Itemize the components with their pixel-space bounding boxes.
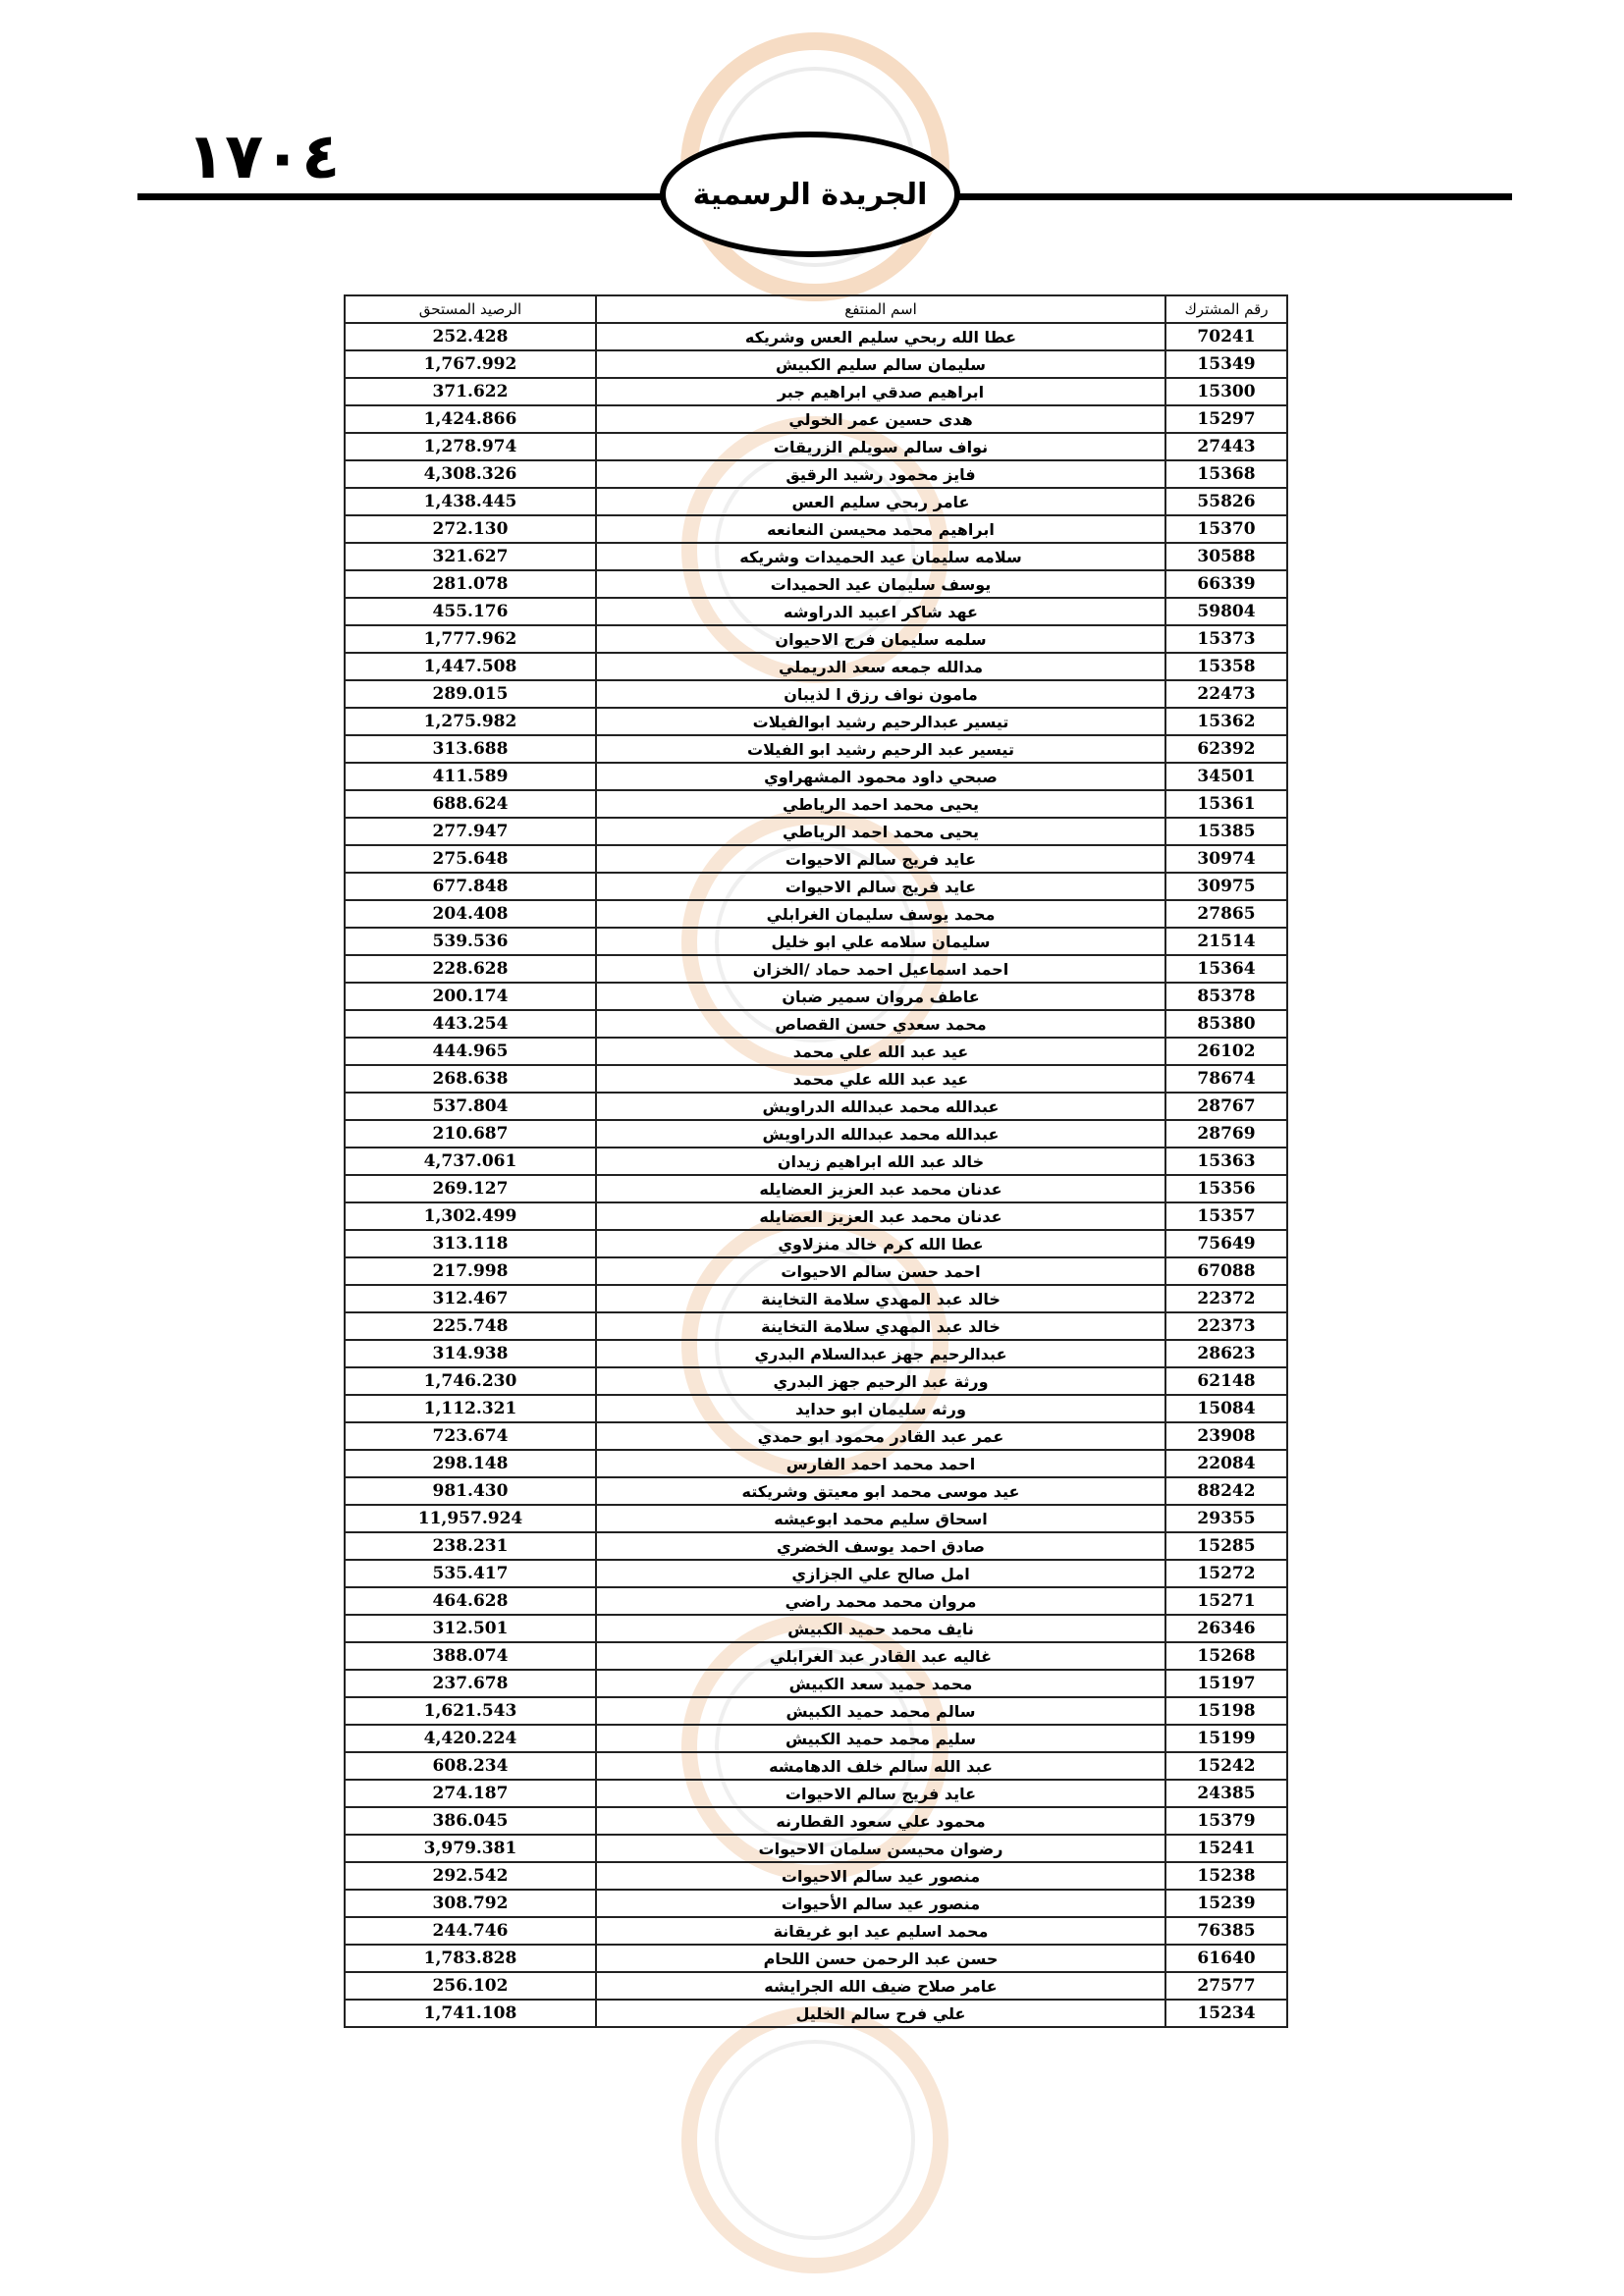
beneficiary-name-cell: فايز محمود رشيد الرقيق: [596, 460, 1165, 488]
table-row: [345, 1917, 1287, 1945]
balance-due-cell: 275.648: [345, 845, 596, 873]
balance-due-cell: 217.998: [345, 1257, 596, 1285]
beneficiary-name-cell: ابراهيم محمد محيسن النعانعه: [596, 515, 1165, 543]
subscriber-id-cell: 15271: [1165, 1587, 1287, 1615]
beneficiary-name-cell: خالد عبد المهدي سلامة التخاينة: [596, 1285, 1165, 1312]
beneficiary-name-cell: عيد عبد الله علي محمد: [596, 1065, 1165, 1093]
subscriber-id-cell: 62392: [1165, 735, 1287, 763]
beneficiary-name-cell: خالد عبد المهدي سلامة التخاينة: [596, 1312, 1165, 1340]
balance-due-cell: 292.542: [345, 1862, 596, 1890]
table-row: [345, 653, 1287, 680]
subscriber-id-cell: 15300: [1165, 378, 1287, 405]
beneficiary-name-cell: محمود علي سعود القطارنه: [596, 1807, 1165, 1835]
balance-due-cell: 312.501: [345, 1615, 596, 1642]
beneficiary-name-cell: عبدالله محمد عبدالله الدراويش: [596, 1093, 1165, 1120]
subscriber-id-cell: 15385: [1165, 818, 1287, 845]
beneficiary-name-cell: احمد اسماعيل احمد حماد /الخزان: [596, 955, 1165, 983]
subscriber-id-cell: 29355: [1165, 1505, 1287, 1532]
table-row: [345, 543, 1287, 570]
subscriber-id-cell: 28767: [1165, 1093, 1287, 1120]
balance-due-cell: 1,438.445: [345, 488, 596, 515]
beneficiary-name-cell: عمر عبد القادر محمود ابو حمدي: [596, 1422, 1165, 1450]
balance-due-cell: 455.176: [345, 598, 596, 625]
table-row: [345, 433, 1287, 460]
table-row: [345, 1835, 1287, 1862]
balance-due-cell: 1,777.962: [345, 625, 596, 653]
beneficiary-name-cell: محمد اسليم عيد ابو غريقانة: [596, 1917, 1165, 1945]
subscriber-id-cell: 22084: [1165, 1450, 1287, 1477]
balance-due-cell: 298.148: [345, 1450, 596, 1477]
subscriber-id-cell: 55826: [1165, 488, 1287, 515]
beneficiary-name-cell: يحيى محمد احمد الرياطي: [596, 818, 1165, 845]
beneficiary-name-cell: سليمان سالم سليم الكبيش: [596, 350, 1165, 378]
subscriber-id-cell: 15272: [1165, 1560, 1287, 1587]
subscriber-id-cell: 28623: [1165, 1340, 1287, 1367]
subscriber-id-cell: 15349: [1165, 350, 1287, 378]
table-body: [345, 323, 1287, 2027]
subscriber-id-cell: 15368: [1165, 460, 1287, 488]
balance-due-cell: 444.965: [345, 1038, 596, 1065]
table-row: [345, 405, 1287, 433]
subscriber-id-cell: 15363: [1165, 1148, 1287, 1175]
table-row: [345, 460, 1287, 488]
beneficiary-name-cell: سليم محمد حميد الكبيش: [596, 1725, 1165, 1752]
table-row: [345, 1257, 1287, 1285]
table-row: [345, 735, 1287, 763]
subscriber-id-cell: 15373: [1165, 625, 1287, 653]
balance-due-cell: 981.430: [345, 1477, 596, 1505]
balance-due-cell: 1,424.866: [345, 405, 596, 433]
beneficiary-name-cell: سلامه سليمان عيد الحميدات وشريكه: [596, 543, 1165, 570]
beneficiary-name-cell: نواف سالم سويلم الزريقات: [596, 433, 1165, 460]
table-row: [345, 1010, 1287, 1038]
balance-due-cell: 225.748: [345, 1312, 596, 1340]
balance-due-cell: 268.638: [345, 1065, 596, 1093]
table-row: [345, 983, 1287, 1010]
subscriber-id-cell: 15239: [1165, 1890, 1287, 1917]
beneficiary-name-cell: رضوان محيسن سلمان الاحيوات: [596, 1835, 1165, 1862]
subscriber-id-cell: 27577: [1165, 1972, 1287, 2000]
table-row: [345, 1230, 1287, 1257]
balance-due-cell: 443.254: [345, 1010, 596, 1038]
column-header-subscriber-id: رقم المشترك: [1165, 295, 1287, 323]
table-row: [345, 1560, 1287, 1587]
table-row: [345, 1697, 1287, 1725]
balance-due-cell: 1,741.108: [345, 2000, 596, 2027]
table-row: [345, 625, 1287, 653]
beneficiary-name-cell: عبد الله سالم خلف الدهامشه: [596, 1752, 1165, 1780]
subscriber-id-cell: 30588: [1165, 543, 1287, 570]
balance-due-cell: 723.674: [345, 1422, 596, 1450]
subscriber-id-cell: 15268: [1165, 1642, 1287, 1670]
beneficiary-name-cell: صبحي داود محمود المشهراوي: [596, 763, 1165, 790]
beneficiary-name-cell: سالم محمد حميد الكبيش: [596, 1697, 1165, 1725]
subscriber-id-cell: 22372: [1165, 1285, 1287, 1312]
subscriber-id-cell: 78674: [1165, 1065, 1287, 1093]
subscriber-id-cell: 70241: [1165, 323, 1287, 350]
balance-due-cell: 281.078: [345, 570, 596, 598]
subscriber-id-cell: 27865: [1165, 900, 1287, 928]
beneficiary-name-cell: عبدالله محمد عبدالله الدراويش: [596, 1120, 1165, 1148]
subscriber-id-cell: 75649: [1165, 1230, 1287, 1257]
beneficiary-name-cell: عامر صلاح ضيف الله الجرايشه: [596, 1972, 1165, 2000]
balance-due-cell: 677.848: [345, 873, 596, 900]
gazette-title-oval: [660, 132, 960, 257]
subscriber-id-cell: 15197: [1165, 1670, 1287, 1697]
balance-due-cell: 312.467: [345, 1285, 596, 1312]
subscriber-id-cell: 66339: [1165, 570, 1287, 598]
table-row: [345, 1120, 1287, 1148]
table-row: [345, 1972, 1287, 2000]
subscriber-id-cell: 27443: [1165, 433, 1287, 460]
balance-due-cell: 272.130: [345, 515, 596, 543]
table-row: [345, 873, 1287, 900]
table-row: [345, 2000, 1287, 2027]
balance-due-cell: 269.127: [345, 1175, 596, 1202]
table-row: [345, 790, 1287, 818]
table-row: [345, 323, 1287, 350]
table-row: [345, 1725, 1287, 1752]
beneficiary-name-cell: يحيى محمد احمد الرياطي: [596, 790, 1165, 818]
gazette-title: الجريدة الرسمية: [692, 177, 928, 212]
balance-due-cell: 313.688: [345, 735, 596, 763]
table-row: [345, 1175, 1287, 1202]
table-row: [345, 1752, 1287, 1780]
balance-due-cell: 1,278.974: [345, 433, 596, 460]
subscriber-id-cell: 15358: [1165, 653, 1287, 680]
table-row: [345, 1422, 1287, 1450]
balance-due-cell: 539.536: [345, 928, 596, 955]
table-row: [345, 955, 1287, 983]
subscriber-id-cell: 15362: [1165, 708, 1287, 735]
table-row: [345, 928, 1287, 955]
table-row: [345, 1477, 1287, 1505]
subscriber-id-cell: 26346: [1165, 1615, 1287, 1642]
table-row: [345, 818, 1287, 845]
beneficiary-name-cell: ورثه سليمان ابو حدايد: [596, 1395, 1165, 1422]
beneficiary-name-cell: تيسير عبد الرحيم رشيد ابو الفيلات: [596, 735, 1165, 763]
beneficiary-name-cell: محمد يوسف سليمان الغرابلي: [596, 900, 1165, 928]
table-row: [345, 1312, 1287, 1340]
table-row: [345, 515, 1287, 543]
subscriber-id-cell: 21514: [1165, 928, 1287, 955]
table-row: [345, 1505, 1287, 1532]
subscriber-id-cell: 15198: [1165, 1697, 1287, 1725]
balance-due-cell: 608.234: [345, 1752, 596, 1780]
beneficiary-name-cell: مروان محمد محمد راضي: [596, 1587, 1165, 1615]
table-row: [345, 1862, 1287, 1890]
beneficiary-name-cell: يوسف سليمان عيد الحميدات: [596, 570, 1165, 598]
subscriber-id-cell: 61640: [1165, 1945, 1287, 1972]
subscriber-id-cell: 15361: [1165, 790, 1287, 818]
table-row: [345, 1093, 1287, 1120]
beneficiary-name-cell: تيسير عبدالرحيم رشيد ابوالفيلات: [596, 708, 1165, 735]
beneficiary-name-cell: سليمان سلامه علي ابو خليل: [596, 928, 1165, 955]
beneficiary-name-cell: عايد فريج سالم الاحيوات: [596, 845, 1165, 873]
beneficiary-name-cell: عطا الله كرم خالد منزلاوي: [596, 1230, 1165, 1257]
table-row: [345, 1587, 1287, 1615]
beneficiary-name-cell: منصور عيد سالم الاحيوات: [596, 1862, 1165, 1890]
table-row: [345, 708, 1287, 735]
subscriber-id-cell: 15234: [1165, 2000, 1287, 2027]
balance-due-cell: 321.627: [345, 543, 596, 570]
balance-due-cell: 1,302.499: [345, 1202, 596, 1230]
balance-due-cell: 4,737.061: [345, 1148, 596, 1175]
subscriber-id-cell: 26102: [1165, 1038, 1287, 1065]
balance-due-cell: 210.687: [345, 1120, 596, 1148]
beneficiary-name-cell: محمد سعدي حسن القصاص: [596, 1010, 1165, 1038]
beneficiaries-table: [344, 294, 1288, 2028]
table-row: [345, 1780, 1287, 1807]
table-row: [345, 1450, 1287, 1477]
balance-due-cell: 314.938: [345, 1340, 596, 1367]
table-row: [345, 1038, 1287, 1065]
beneficiary-name-cell: منصور عيد سالم الأحيوات: [596, 1890, 1165, 1917]
beneficiary-name-cell: احمد محمد احمد الفارس: [596, 1450, 1165, 1477]
balance-due-cell: 11,957.924: [345, 1505, 596, 1532]
beneficiary-name-cell: ورثة عبد الرحيم جهز البدري: [596, 1367, 1165, 1395]
balance-due-cell: 535.417: [345, 1560, 596, 1587]
beneficiary-name-cell: احمد حسن سالم الاحيوات: [596, 1257, 1165, 1285]
balance-due-cell: 1,783.828: [345, 1945, 596, 1972]
balance-due-cell: 386.045: [345, 1807, 596, 1835]
subscriber-id-cell: 30975: [1165, 873, 1287, 900]
table-row: [345, 680, 1287, 708]
beneficiary-name-cell: عامر ربحي سليم العس: [596, 488, 1165, 515]
table-row: [345, 1945, 1287, 1972]
table-row: [345, 900, 1287, 928]
balance-due-cell: 313.118: [345, 1230, 596, 1257]
subscriber-id-cell: 62148: [1165, 1367, 1287, 1395]
table-row: [345, 1615, 1287, 1642]
subscriber-id-cell: 85378: [1165, 983, 1287, 1010]
balance-due-cell: 237.678: [345, 1670, 596, 1697]
beneficiary-name-cell: عهد شاكر اعبيد الدراوشه: [596, 598, 1165, 625]
table-row: [345, 1065, 1287, 1093]
table-row: [345, 1807, 1287, 1835]
balance-due-cell: 1,447.508: [345, 653, 596, 680]
subscriber-id-cell: 15285: [1165, 1532, 1287, 1560]
beneficiary-name-cell: محمد حميد سعد الكبيش: [596, 1670, 1165, 1697]
beneficiary-name-cell: اسحاق سليم محمد ابوعيشه: [596, 1505, 1165, 1532]
beneficiary-name-cell: عدنان محمد عبد العزيز العضايله: [596, 1202, 1165, 1230]
balance-due-cell: 274.187: [345, 1780, 596, 1807]
subscriber-id-cell: 15379: [1165, 1807, 1287, 1835]
beneficiary-name-cell: نايف محمد حميد الكبيش: [596, 1615, 1165, 1642]
beneficiary-name-cell: سلمه سليمان فرج الاحيوان: [596, 625, 1165, 653]
subscriber-id-cell: 15364: [1165, 955, 1287, 983]
subscriber-id-cell: 67088: [1165, 1257, 1287, 1285]
beneficiary-name-cell: مدالله جمعه سعد الدريملي: [596, 653, 1165, 680]
subscriber-id-cell: 15357: [1165, 1202, 1287, 1230]
table-row: [345, 1285, 1287, 1312]
subscriber-id-cell: 76385: [1165, 1917, 1287, 1945]
subscriber-id-cell: 15084: [1165, 1395, 1287, 1422]
subscriber-id-cell: 22373: [1165, 1312, 1287, 1340]
beneficiary-name-cell: خالد عبد الله ابراهيم زيدان: [596, 1148, 1165, 1175]
subscriber-id-cell: 15199: [1165, 1725, 1287, 1752]
balance-due-cell: 388.074: [345, 1642, 596, 1670]
subscriber-id-cell: 23908: [1165, 1422, 1287, 1450]
column-header-beneficiary-name: اسم المنتفع: [596, 295, 1165, 323]
beneficiary-name-cell: عيد موسى محمد ابو معيتق وشريكته: [596, 1477, 1165, 1505]
balance-due-cell: 688.624: [345, 790, 596, 818]
subscriber-id-cell: 15242: [1165, 1752, 1287, 1780]
balance-due-cell: 308.792: [345, 1890, 596, 1917]
beneficiary-name-cell: عاطف مروان سمير ضبان: [596, 983, 1165, 1010]
balance-due-cell: 1,621.543: [345, 1697, 596, 1725]
table-row: [345, 845, 1287, 873]
beneficiary-name-cell: عبدالرحيم جهز عبدالسلام البدري: [596, 1340, 1165, 1367]
balance-due-cell: 244.746: [345, 1917, 596, 1945]
beneficiary-name-cell: علي فرح سالم الخليل: [596, 2000, 1165, 2027]
subscriber-id-cell: 59804: [1165, 598, 1287, 625]
subscriber-id-cell: 15356: [1165, 1175, 1287, 1202]
subscriber-id-cell: 15241: [1165, 1835, 1287, 1862]
balance-due-cell: 371.622: [345, 378, 596, 405]
balance-due-cell: 256.102: [345, 1972, 596, 2000]
table-row: [345, 1202, 1287, 1230]
table-row: [345, 378, 1287, 405]
balance-due-cell: 277.947: [345, 818, 596, 845]
beneficiary-name-cell: مامون نواف رزق ا لذيبان: [596, 680, 1165, 708]
beneficiary-name-cell: حسن عبد الرحمن حسن اللحام: [596, 1945, 1165, 1972]
table-row: [345, 1642, 1287, 1670]
table-row: [345, 763, 1287, 790]
table-row: [345, 570, 1287, 598]
balance-due-cell: 464.628: [345, 1587, 596, 1615]
balance-due-cell: 1,112.321: [345, 1395, 596, 1422]
subscriber-id-cell: 15297: [1165, 405, 1287, 433]
balance-due-cell: 3,979.381: [345, 1835, 596, 1862]
clock-watermark-footer: [677, 2002, 952, 2277]
table-row: [345, 1340, 1287, 1367]
subscriber-id-cell: 34501: [1165, 763, 1287, 790]
balance-due-cell: 1,767.992: [345, 350, 596, 378]
balance-due-cell: 238.231: [345, 1532, 596, 1560]
balance-due-cell: 252.428: [345, 323, 596, 350]
subscriber-id-cell: 15238: [1165, 1862, 1287, 1890]
balance-due-cell: 4,420.224: [345, 1725, 596, 1752]
beneficiary-name-cell: عايد فريج سالم الاحيوات: [596, 1780, 1165, 1807]
table-row: [345, 488, 1287, 515]
beneficiary-name-cell: هدى حسين عمر الخولي: [596, 405, 1165, 433]
table-row: [345, 598, 1287, 625]
column-header-balance-due: الرصيد المستحق: [345, 295, 596, 323]
table-row: [345, 1395, 1287, 1422]
balance-due-cell: 204.408: [345, 900, 596, 928]
subscriber-id-cell: 88242: [1165, 1477, 1287, 1505]
balance-due-cell: 1,275.982: [345, 708, 596, 735]
table-row: [345, 1148, 1287, 1175]
balance-due-cell: 1,746.230: [345, 1367, 596, 1395]
subscriber-id-cell: 15370: [1165, 515, 1287, 543]
table-row: [345, 350, 1287, 378]
balance-due-cell: 537.804: [345, 1093, 596, 1120]
subscriber-id-cell: 22473: [1165, 680, 1287, 708]
balance-due-cell: 200.174: [345, 983, 596, 1010]
table-header-row: [345, 295, 1287, 323]
table-row: [345, 1890, 1287, 1917]
subscriber-id-cell: 28769: [1165, 1120, 1287, 1148]
page-number: ١٧٠٤: [187, 121, 341, 193]
table-row: [345, 1532, 1287, 1560]
balance-due-cell: 4,308.326: [345, 460, 596, 488]
beneficiary-name-cell: عدنان محمد عبد العزيز العضايله: [596, 1175, 1165, 1202]
beneficiary-name-cell: غاليه عبد القادر عبد الغرابلي: [596, 1642, 1165, 1670]
beneficiary-name-cell: امل صالح علي الجزازي: [596, 1560, 1165, 1587]
table-row: [345, 1670, 1287, 1697]
beneficiary-name-cell: عطا الله ربحي سليم العس وشريكه: [596, 323, 1165, 350]
subscriber-id-cell: 24385: [1165, 1780, 1287, 1807]
balance-due-cell: 411.589: [345, 763, 596, 790]
subscriber-id-cell: 30974: [1165, 845, 1287, 873]
balance-due-cell: 228.628: [345, 955, 596, 983]
beneficiary-name-cell: صادق احمد يوسف الخضري: [596, 1532, 1165, 1560]
beneficiary-name-cell: ابراهيم صدقي ابراهيم جبر: [596, 378, 1165, 405]
subscriber-id-cell: 85380: [1165, 1010, 1287, 1038]
beneficiary-name-cell: عيد عبد الله علي محمد: [596, 1038, 1165, 1065]
table-row: [345, 1367, 1287, 1395]
balance-due-cell: 289.015: [345, 680, 596, 708]
beneficiary-name-cell: عايد فريج سالم الاحيوات: [596, 873, 1165, 900]
